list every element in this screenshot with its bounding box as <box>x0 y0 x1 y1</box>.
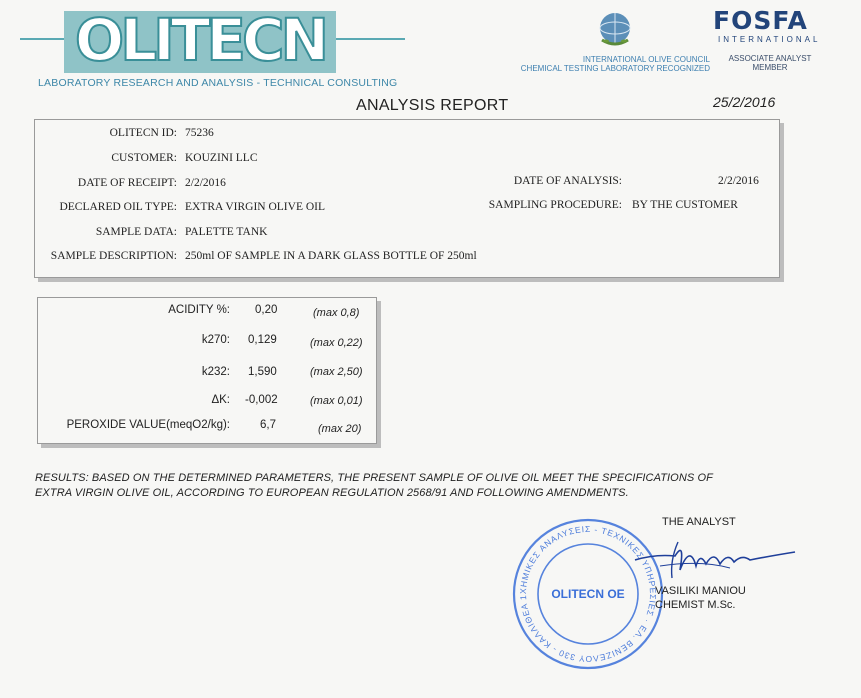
result-limit: (max 2,50) <box>310 366 363 378</box>
result-label: PEROXIDE VALUE(meqO2/kg): <box>66 419 230 431</box>
analyst-name-block <box>655 584 746 612</box>
result-label: k232: <box>201 366 230 378</box>
receipt-value: 2/2/2016 <box>185 177 226 189</box>
analyst-title: CHEMIST M.Sc. <box>655 599 736 611</box>
analyst-heading: THE ANALYST <box>662 516 736 528</box>
conclusion-line2: EXTRA VIRGIN OLIVE OIL, ACCORDING TO EUROPEAN REGULATION 2568/91 AND FOLLOWING AMENDMENTS. <box>35 487 629 499</box>
fosfa-assoc-line2: MEMBER <box>752 63 788 72</box>
fosfa-logo: FOSFA <box>713 6 808 35</box>
result-value: -0,002 <box>245 394 278 406</box>
fosfa-assoc-line1: ASSOCIATE ANALYST <box>728 54 812 63</box>
conclusion-text <box>35 471 795 501</box>
result-value: 0,20 <box>255 304 278 316</box>
sample-desc-value: 250ml OF SAMPLE IN A DARK GLASS BOTTLE OF 250ml <box>185 250 477 262</box>
result-label: ΔK: <box>211 394 230 406</box>
sampling-label: SAMPLING PROCEDURE: <box>488 199 622 211</box>
oil-type-label: DECLARED OIL TYPE: <box>59 201 177 213</box>
result-limit: (max 0,01) <box>310 395 363 407</box>
result-limit: (max 0,22) <box>310 337 363 349</box>
sample-desc-label: SAMPLE DESCRIPTION: <box>50 250 177 262</box>
result-label: k270: <box>201 334 230 346</box>
analysis-value: 2/2/2016 <box>718 175 759 187</box>
stamp-center-text: OLITECN OE <box>551 587 625 601</box>
ioc-line1: INTERNATIONAL OLIVE COUNCIL <box>582 55 710 64</box>
report-title: ANALYSIS REPORT <box>356 97 509 114</box>
sample-data-label: SAMPLE DATA: <box>95 226 177 238</box>
ioc-line2: CHEMICAL TESTING LABORATORY RECOGNIZED <box>520 64 710 73</box>
ioc-caption <box>500 55 710 73</box>
ioc-globe-icon <box>596 10 634 55</box>
result-limit: (max 20) <box>318 423 362 435</box>
report-date: 25/2/2016 <box>713 94 776 110</box>
fosfa-membership <box>716 54 824 72</box>
result-limit: (max 0,8) <box>313 307 360 319</box>
result-value: 0,129 <box>248 334 277 346</box>
sample-data-value: PALETTE TANK <box>185 226 268 238</box>
tagline: LABORATORY RESEARCH AND ANALYSIS - TECHNICAL CONSULTING <box>38 77 398 89</box>
id-value: 75236 <box>185 127 214 139</box>
oil-type-value: EXTRA VIRGIN OLIVE OIL <box>185 201 326 213</box>
stamp-ring-text: ΧΗΜΙΚΕΣ ΑΝΑΛΥΣΕΙΣ - ΤΕΧΝΙΚΕΣ ΥΠΗΡΕΣΙΕΣ · ΕΛ. ΒΕΝΙΖΕΛΟΥ 330 - ΚΑΛΛΙΘΕΑ 1 <box>517 523 659 665</box>
olitecn-logo: OLITECN <box>74 6 326 74</box>
id-label: OLITECN ID: <box>109 127 177 139</box>
analysis-label: DATE OF ANALYSIS: <box>513 175 622 187</box>
fosfa-international: INTERNATIONAL <box>718 35 821 44</box>
conclusion-line1: RESULTS: BASED ON THE DETERMINED PARAMETERS, THE PRESENT SAMPLE OF OLIVE OIL MEET THE SPECIFICATIONS OF <box>35 472 713 484</box>
analyst-name: VASILIKI MANIOU <box>655 585 746 597</box>
result-value: 1,590 <box>248 366 277 378</box>
customer-value: KOUZINI LLC <box>185 152 258 164</box>
result-label: ACIDITY %: <box>168 304 230 316</box>
receipt-label: DATE OF RECEIPT: <box>77 177 177 189</box>
customer-label: CUSTOMER: <box>111 152 177 164</box>
result-value: 6,7 <box>260 419 276 431</box>
sampling-value: BY THE CUSTOMER <box>632 199 738 211</box>
